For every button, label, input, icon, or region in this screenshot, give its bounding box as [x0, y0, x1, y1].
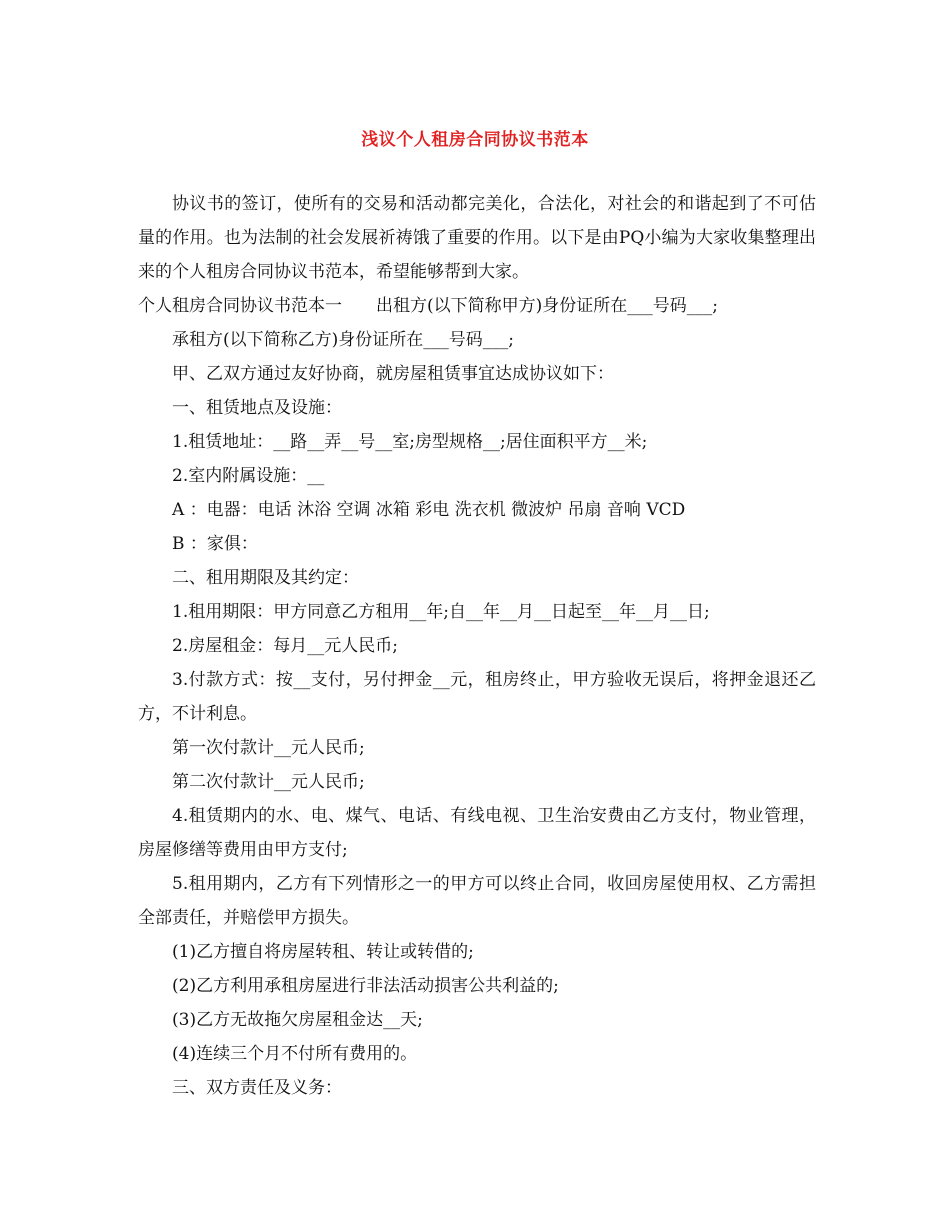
clause-appliances: A ：电器：电话 沐浴 空调 冰箱 彩电 洗衣机 微波炉 吊扇 音响 VCD — [172, 500, 686, 520]
clause-address: 1.租赁地址：__路__弄__号__室;房型规格__;居住面积平方__米; — [172, 432, 648, 452]
clause-first-payment: 第一次付款计__元人民币; — [172, 738, 365, 758]
paragraph-agreement: 甲、乙双方通过友好协商，就房屋租赁事宜达成协议如下： — [172, 364, 614, 384]
condition-2: (2)乙方利用承租房屋进行非法活动损害公共利益的; — [172, 976, 559, 996]
paragraph-lessee: 承租方(以下简称乙方)身份证所在___号码___; — [172, 330, 514, 350]
clause-furniture: B ：家俱： — [172, 534, 258, 554]
clause-facilities: 2.室内附属设施：__ — [172, 466, 325, 486]
clause-rent: 2.房屋租金：每月__元人民币; — [172, 636, 398, 656]
clause-payment: 3.付款方式：按__支付，另付押金__元，租房终止，甲方验收无误后，将押金退还乙方，不计利息。 — [138, 670, 816, 724]
clause-second-payment: 第二次付款计__元人民币; — [172, 772, 365, 792]
document-title: 浅议个人租房合同协议书范本 — [361, 130, 589, 150]
clause-termination: 5.租用期内，乙方有下列情形之一的甲方可以终止合同，收回房屋使用权、乙方需担全部责任，并赔偿甲方损失。 — [138, 874, 816, 928]
section-heading-location: 一、租赁地点及设施： — [172, 398, 342, 418]
paragraph-intro: 协议书的签订，使所有的交易和活动都完美化，合法化，对社会的和谐起到了不可估量的作用。也为法制的社会发展祈祷饿了重要的作用。以下是由PQ小编为大家收集整理出来的个人租房合同协议书范本，希望能够帮到大家。 — [138, 194, 816, 282]
paragraph-lessor: 个人租房合同协议书范本一 出租方(以下简称甲方)身份证所在___号码___; — [138, 296, 718, 316]
condition-1: (1)乙方擅自将房屋转租、转让或转借的; — [172, 942, 474, 962]
document-body — [138, 187, 816, 1105]
clause-utilities: 4.租赁期内的水、电、煤气、电话、有线电视、卫生治安费由乙方支付，物业管理，房屋修缮等费用由甲方支付; — [138, 806, 816, 860]
condition-3: (3)乙方无故拖欠房屋租金达__天; — [172, 1010, 423, 1030]
section-heading-term: 二、租用期限及其约定： — [172, 568, 359, 588]
clause-term: 1.租用期限：甲方同意乙方租用__年;自__年__月__日起至__年__月__日; — [172, 602, 710, 622]
condition-4: (4)连续三个月不付所有费用的。 — [172, 1044, 418, 1064]
section-heading-duties: 三、双方责任及义务： — [172, 1078, 342, 1098]
